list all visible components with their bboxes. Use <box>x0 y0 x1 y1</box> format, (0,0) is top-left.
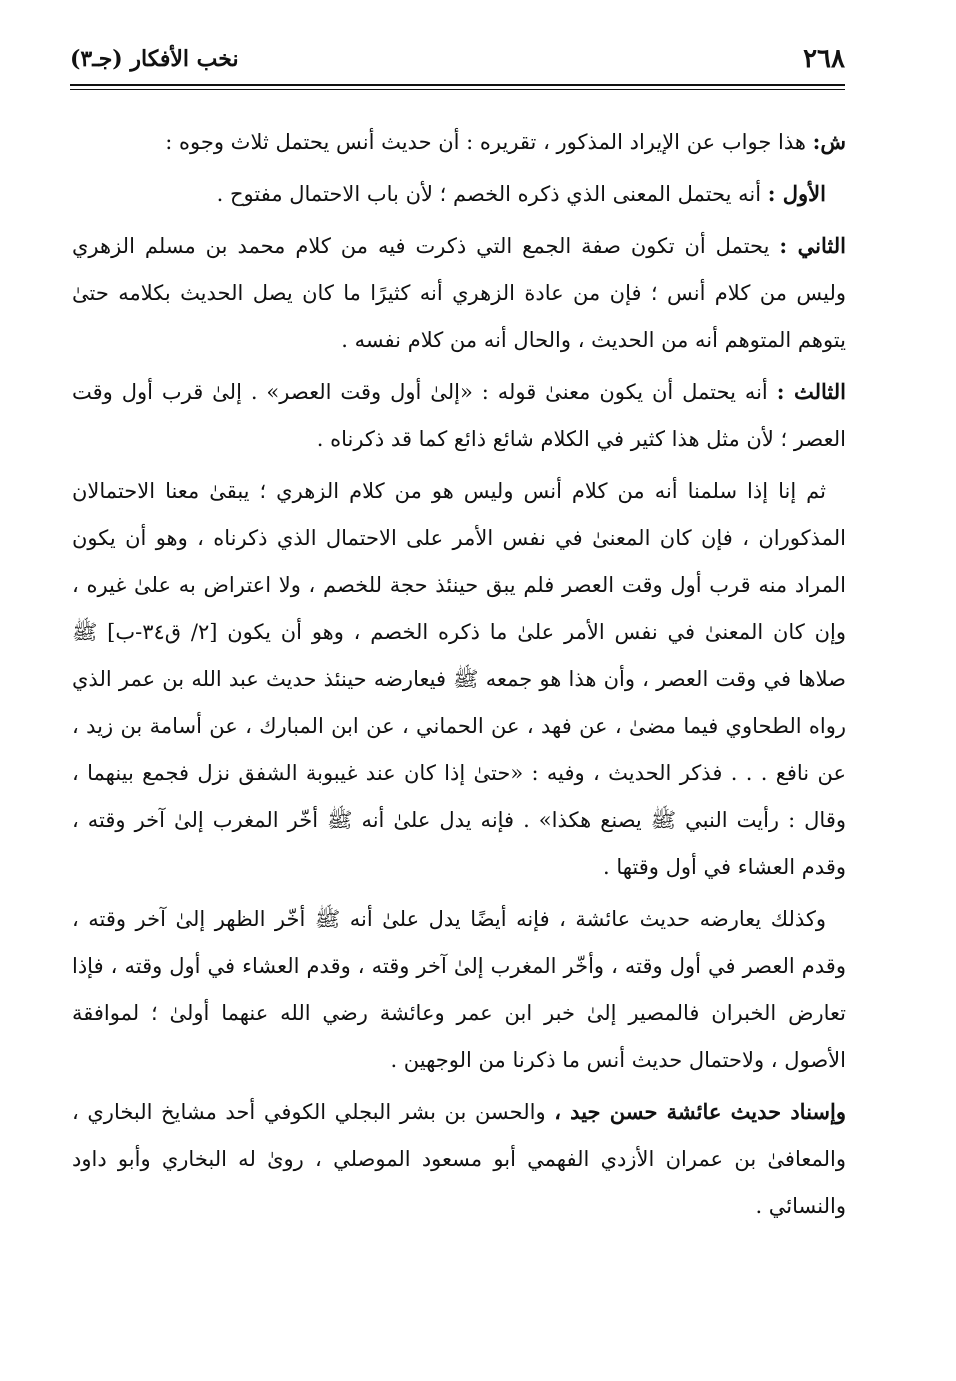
paragraph-text: أنه يحتمل أن يكون معنىٰ قوله : «إلىٰ أول وقت العصر» . إلىٰ قرب أول وقت العصر ؛ لأن مثل هذا كثير في الكلام شائع ذائع كما قد ذكرناه . <box>72 380 846 451</box>
paragraph-lead: وإسناد حديث عائشة حسن جيد ، <box>554 1099 846 1124</box>
paragraph-first <box>72 170 846 218</box>
paragraph-sh <box>72 118 846 166</box>
paragraph-isnad <box>72 1088 846 1230</box>
book-title: نخب الأفكار (جـ٣) <box>70 46 239 72</box>
paragraph-text: هذا جواب عن الإيراد المذكور ، تقريره : أن حديث أنس يحتمل ثلاث وجوه : <box>165 130 813 154</box>
paragraph-text: وكذلك يعارضه حديث عائشة ، فإنه أيضًا يدل علىٰ أنه ﷺ أخّر الظهر إلىٰ آخر وقته ، وقدم العصر في أول وقته ، وأخّر المغرب إلىٰ آخر وقته ، وقدم العشاء في أول وقته ، فإذا تعارض الخبران فالمصير إلىٰ خبر ابن عمر وعائشة رضي الله عنهما أولىٰ ؛ لموافقة الأصول ، ولاحتمال حديث أنس ما ذكرنا من الوجهين . <box>72 907 846 1072</box>
paragraph-aisha-hadith <box>72 895 846 1084</box>
page-header <box>70 40 845 86</box>
paragraph-lead: الأول : <box>767 181 826 206</box>
paragraph-text: ثم إنا إذا سلمنا أنه من كلام أنس وليس هو من كلام الزهري ؛ يبقىٰ معنا الاحتمالان المذكوران ، فإن كان المعنىٰ في نفس الأمر على الاحتمال الذي ذكرناه ، وهو أن يكون المراد منه قرب أول وقت العصر فلم يبق حينئذ حجة للخصم ، ولا اعتراض به علىٰ غيره ، وإن كان المعنىٰ في نفس الأمر علىٰ ما ذكره الخصم ، وهو أن يكون [٢/ ق٣٤-ب] ﷺ صلاها في وقت العصر ، وأن هذا هو جمعه ﷺ فيعارضه حينئذ حديث عبد الله بن عمر الذي رواه الطحاوي فيما مضىٰ ، عن فهد ، عن الحماني ، عن ابن المبارك ، عن أسامة بن زيد ، عن نافع . . . فذكر الحديث ، وفيه : «حتىٰ إذا كان عند غيبوبة الشفق نزل فجمع بينهما ، وقال : رأيت النبي ﷺ يصنع هكذا» . فإنه يدل علىٰ أنه ﷺ أخّر المغرب إلىٰ آخر وقته ، وقدم العشاء في أول وقتها . <box>72 479 846 879</box>
paragraph-third <box>72 368 846 463</box>
page-number: ٢٦٨ <box>803 44 845 74</box>
paragraph-text: أنه يحتمل المعنى الذي ذكره الخصم ؛ لأن باب الاحتمال مفتوح . <box>216 182 768 206</box>
paragraph-lead: ش: <box>812 129 846 154</box>
paragraph-lead: الثالث : <box>776 379 846 404</box>
paragraph-text: يحتمل أن تكون صفة الجمع التي ذكرت فيه من كلام محمد بن مسلم الزهري وليس من كلام أنس ؛ فإن من عادة الزهري أنه كثيرًا ما كان يصل الحديث بكلامه حتىٰ يتوهم المتوهم أنه من الحديث ، والحال أنه من كلام نفسه . <box>72 234 846 352</box>
paragraph-argument <box>72 467 846 891</box>
paragraph-lead: الثاني : <box>779 233 846 258</box>
paragraph-second <box>72 222 846 364</box>
paragraph-text: والحسن بن بشر البجلي الكوفي أحد مشايخ البخاري ، والمعافىٰ بن عمران الأزدي الفهمي أبو مسعود الموصلي ، روىٰ له البخاري وأبو داود والنسائي . <box>72 1100 846 1218</box>
page-body <box>72 118 846 1230</box>
